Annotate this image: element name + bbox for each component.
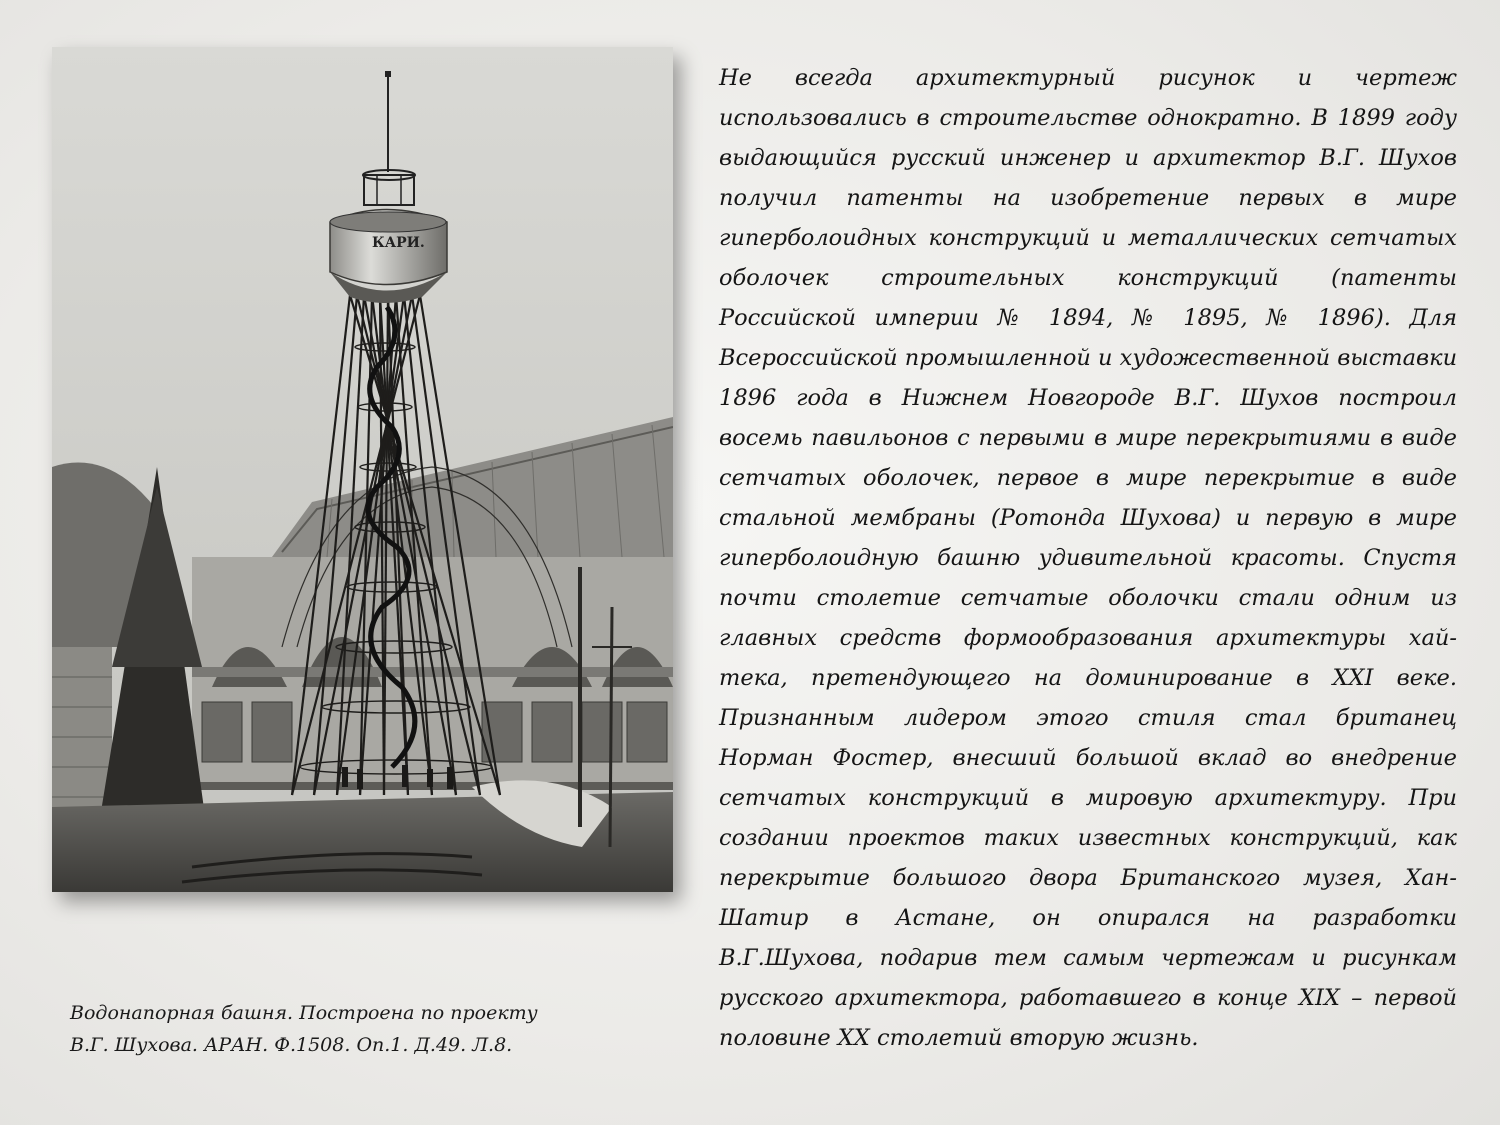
body-line: почти столетие сетчатые оболочки стали одним из: [719, 585, 1457, 611]
body-line: Шатир в Астане, он опирался на разработки: [719, 905, 1457, 931]
body-line: оболочек строительных конструкций (патенты: [719, 265, 1457, 291]
body-line: 1896 года в Нижнем Новгороде В.Г. Шухов построил: [719, 385, 1457, 411]
body-line: создании проектов таких известных конструкций, как: [719, 825, 1457, 851]
body-line: сетчатых оболочек, первое в мире перекрытие в виде: [719, 465, 1457, 491]
caption-line: Водонапорная башня. Построена по проекту: [70, 1002, 538, 1024]
body-line: получил патенты на изобретение первых в мире: [719, 185, 1457, 211]
body-line: Всероссийской промышленной и художественной выставки: [719, 345, 1458, 371]
body-line: главных средств формообразования архитектуры хай-: [719, 625, 1457, 651]
body-line: половине XX столетий вторую жизнь.: [719, 1025, 1199, 1051]
body-line: Российской империи № 1894, № 1895, № 1896). Для: [719, 305, 1457, 331]
body-line: сетчатых конструкций в мировую архитектуру. При: [719, 785, 1457, 811]
body-line: Не всегда архитектурный рисунок и чертеж: [719, 65, 1457, 91]
body-line: использовались в строительстве однократно. В 1899 году: [719, 105, 1457, 131]
body-line: гиперболоидную башню удивительной красоты. Спустя: [719, 545, 1457, 571]
body-paragraph: [719, 58, 1457, 1058]
body-line: Признанным лидером этого стиля стал британец: [719, 705, 1457, 731]
body-line: русского архитектора, работавшего в конце XIX – первой: [719, 985, 1457, 1011]
photo-illustration: [52, 47, 673, 892]
shukhov-tower-photo: [52, 47, 673, 892]
body-line: выдающийся русский инженер и архитектор В.Г. Шухов: [719, 145, 1457, 171]
photo-caption: [70, 997, 630, 1061]
tank-sign-text: КАРИ.: [372, 235, 425, 251]
body-line: тека, претендующего на доминирование в XXI веке.: [719, 665, 1457, 691]
body-line: Норман Фостер, внесший большой вклад во внедрение: [719, 745, 1457, 771]
body-line: восемь павильонов с первыми в мире перекрытиями в виде: [719, 425, 1457, 451]
body-line: В.Г.Шухова, подарив тем самым чертежам и рисункам: [719, 945, 1457, 971]
body-line: перекрытие большого двора Британского музея, Хан-: [719, 865, 1457, 891]
body-line: гиперболоидных конструкций и металлических сетчатых: [719, 225, 1457, 251]
caption-line: В.Г. Шухова. АРАН. Ф.1508. Оп.1. Д.49. Л.8.: [70, 1034, 513, 1056]
body-line: стальной мембраны (Ротонда Шухова) и первую в мире: [719, 505, 1457, 531]
